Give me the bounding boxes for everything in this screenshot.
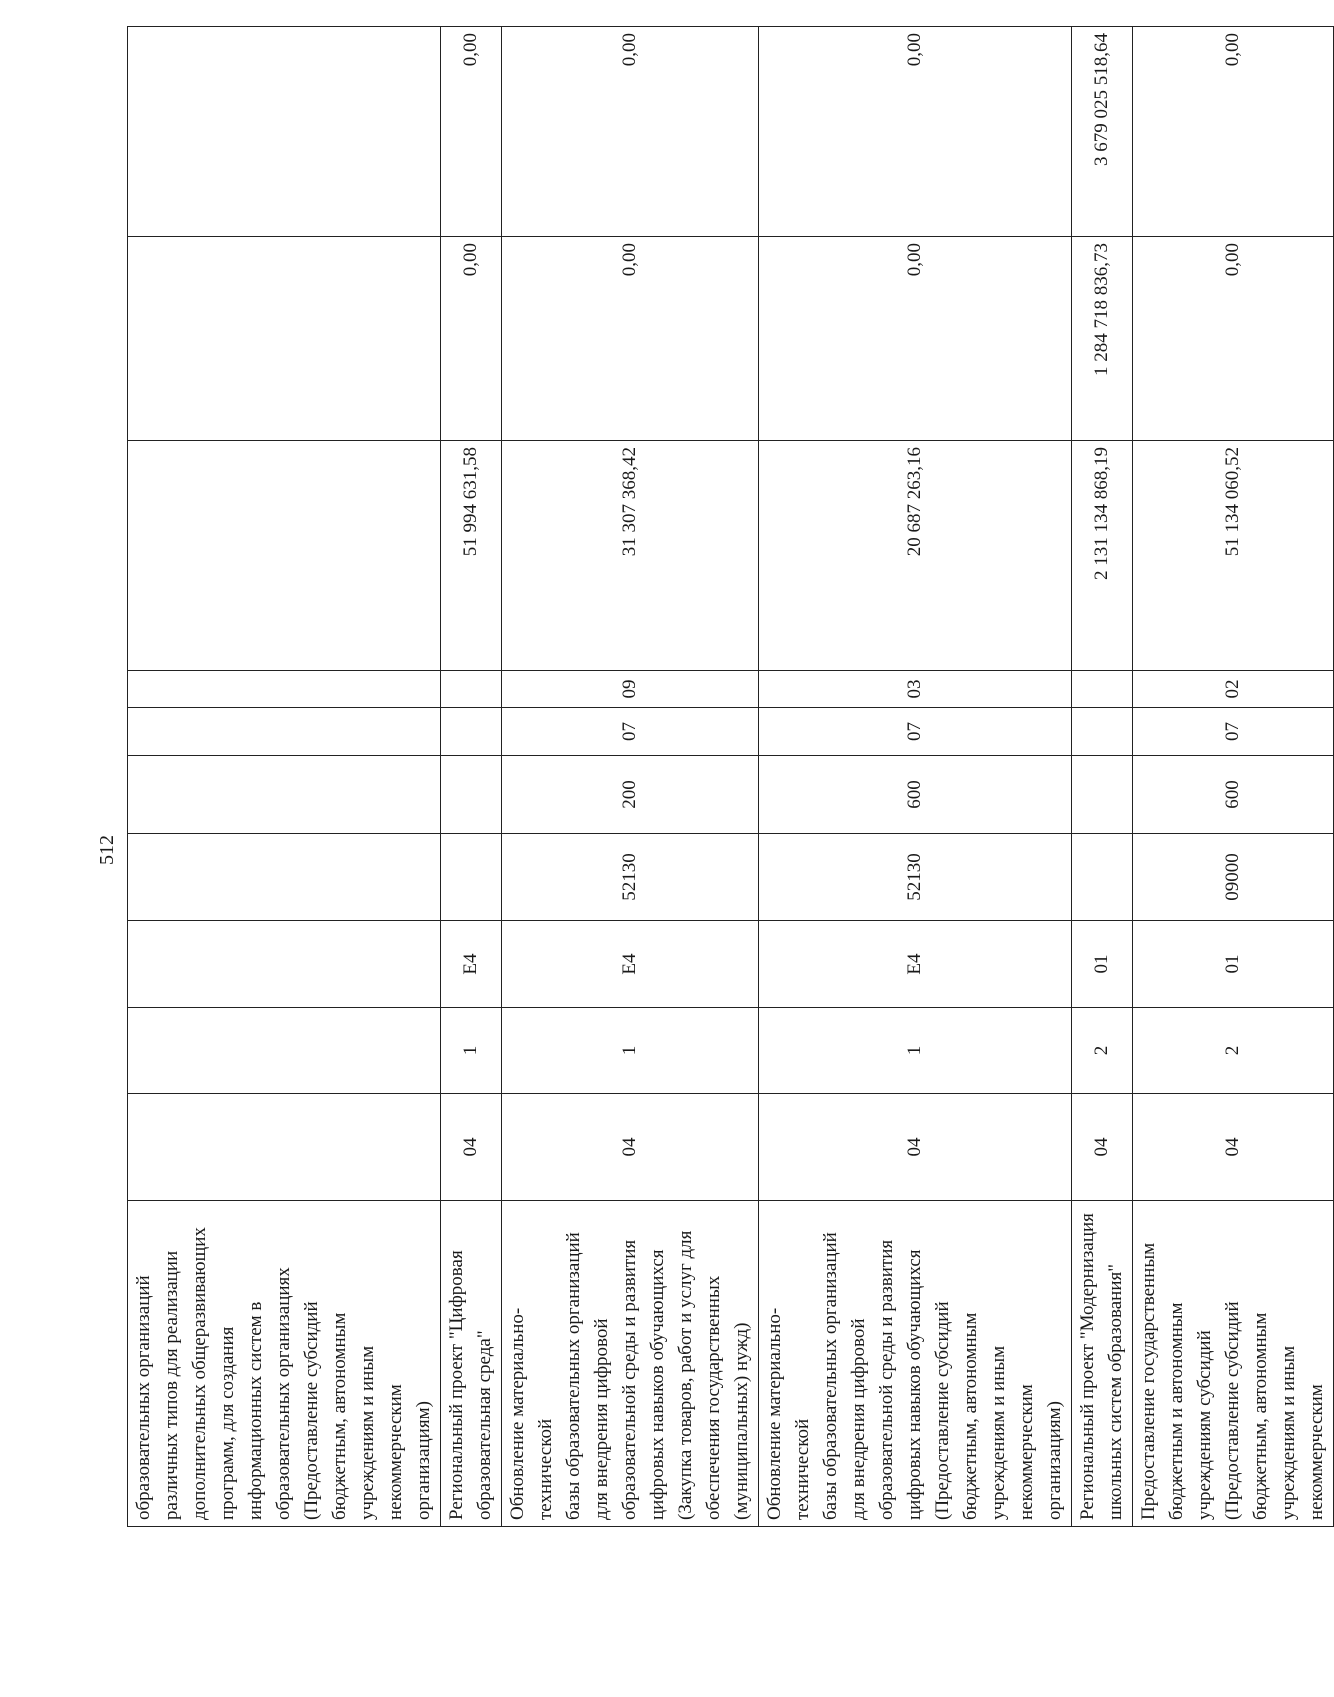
code-d-cell: 52130 — [502, 834, 759, 921]
sum-2-cell: 0,00 — [759, 237, 1072, 441]
code-g-cell: 09 — [502, 671, 759, 708]
code-a-cell: 04 — [441, 1094, 502, 1201]
code-c-cell: E4 — [759, 921, 1072, 1008]
code-d-cell — [1072, 834, 1133, 921]
sum-1-cell: 51 994 631,58 — [441, 441, 502, 671]
row-name: Региональный проект "Цифровая образовательная среда" — [441, 1201, 502, 1527]
code-a-cell: 04 — [1072, 1094, 1133, 1201]
budget-table — [127, 26, 1334, 1527]
code-d-cell: 52130 — [759, 834, 1072, 921]
code-e-cell: 600 — [1133, 756, 1334, 834]
table-row — [502, 27, 759, 1527]
row-name: Обновление материально-технической базы образовательных организаций для внедрения цифровой образовательной среды и развития цифровых навыков обучающихся (Предоставление субсидий бюджетным, автономным учреждениям и иным некоммерческим организациям) — [759, 1201, 1072, 1527]
code-d-cell — [128, 834, 441, 921]
page-number: 512 — [96, 835, 118, 865]
code-g-cell: 03 — [759, 671, 1072, 708]
code-a-cell: 04 — [759, 1094, 1072, 1201]
code-a-cell — [128, 1094, 441, 1201]
code-b-cell: 1 — [759, 1008, 1072, 1094]
code-f-cell — [441, 708, 502, 756]
code-e-cell: 200 — [502, 756, 759, 834]
code-f-cell: 07 — [502, 708, 759, 756]
row-name: Предоставление государственным бюджетным и автономным учреждениям субсидий (Предоставление субсидий бюджетным, автономным учреждениям и иным некоммерческим — [1133, 1201, 1334, 1527]
code-b-cell: 2 — [1072, 1008, 1133, 1094]
sum-3-cell: 0,00 — [759, 27, 1072, 237]
code-g-cell — [441, 671, 502, 708]
code-e-cell — [1072, 756, 1133, 834]
code-c-cell: E4 — [502, 921, 759, 1008]
sum-2-cell — [128, 237, 441, 441]
code-g-cell — [128, 671, 441, 708]
sum-3-cell: 0,00 — [502, 27, 759, 237]
code-d-cell: 09000 — [1133, 834, 1334, 921]
sum-2-cell: 0,00 — [1133, 237, 1334, 441]
table-row — [128, 27, 441, 1527]
row-name: образовательных организаций различных типов для реализации дополнительных общеразвивающих программ, для создания информационных систем в образовательных организациях (Предоставление субсидий бюджетным, автономным учреждениям и иным некоммерческим организациям) — [128, 1201, 441, 1527]
code-f-cell: 07 — [759, 708, 1072, 756]
code-c-cell: 01 — [1133, 921, 1334, 1008]
sum-1-cell: 20 687 263,16 — [759, 441, 1072, 671]
table-row — [1133, 27, 1334, 1527]
sum-1-cell — [128, 441, 441, 671]
code-a-cell: 04 — [1133, 1094, 1334, 1201]
budget-table-container — [127, 27, 1327, 1527]
code-e-cell: 600 — [759, 756, 1072, 834]
code-g-cell: 02 — [1133, 671, 1334, 708]
sum-2-cell: 1 284 718 836,73 — [1072, 237, 1133, 441]
sum-3-cell: 3 679 025 518,64 — [1072, 27, 1133, 237]
code-d-cell — [441, 834, 502, 921]
sum-2-cell: 0,00 — [441, 237, 502, 441]
code-c-cell: E4 — [441, 921, 502, 1008]
code-b-cell — [128, 1008, 441, 1094]
sum-1-cell: 2 131 134 868,19 — [1072, 441, 1133, 671]
code-f-cell — [128, 708, 441, 756]
sum-1-cell: 31 307 368,42 — [502, 441, 759, 671]
code-a-cell: 04 — [502, 1094, 759, 1201]
sum-1-cell: 51 134 060,52 — [1133, 441, 1334, 671]
table-row — [759, 27, 1072, 1527]
code-g-cell — [1072, 671, 1133, 708]
code-c-cell: 01 — [1072, 921, 1133, 1008]
table-row — [441, 27, 502, 1527]
code-e-cell — [128, 756, 441, 834]
code-b-cell: 1 — [441, 1008, 502, 1094]
sum-3-cell: 0,00 — [1133, 27, 1334, 237]
table-body — [128, 27, 1334, 1527]
code-c-cell — [128, 921, 441, 1008]
code-f-cell: 07 — [1133, 708, 1334, 756]
code-b-cell: 2 — [1133, 1008, 1334, 1094]
sum-3-cell — [128, 27, 441, 237]
sum-2-cell: 0,00 — [502, 237, 759, 441]
code-e-cell — [441, 756, 502, 834]
row-name: Региональный проект "Модернизация школьных систем образования" — [1072, 1201, 1133, 1527]
table-row — [1072, 27, 1133, 1527]
code-b-cell: 1 — [502, 1008, 759, 1094]
code-f-cell — [1072, 708, 1133, 756]
sum-3-cell: 0,00 — [441, 27, 502, 237]
row-name: Обновление материально-технической базы образовательных организаций для внедрения цифровой образовательной среды и развития цифровых навыков обучающихся (Закупка товаров, работ и услуг для обеспечения государственных (муниципальных) нужд) — [502, 1201, 759, 1527]
